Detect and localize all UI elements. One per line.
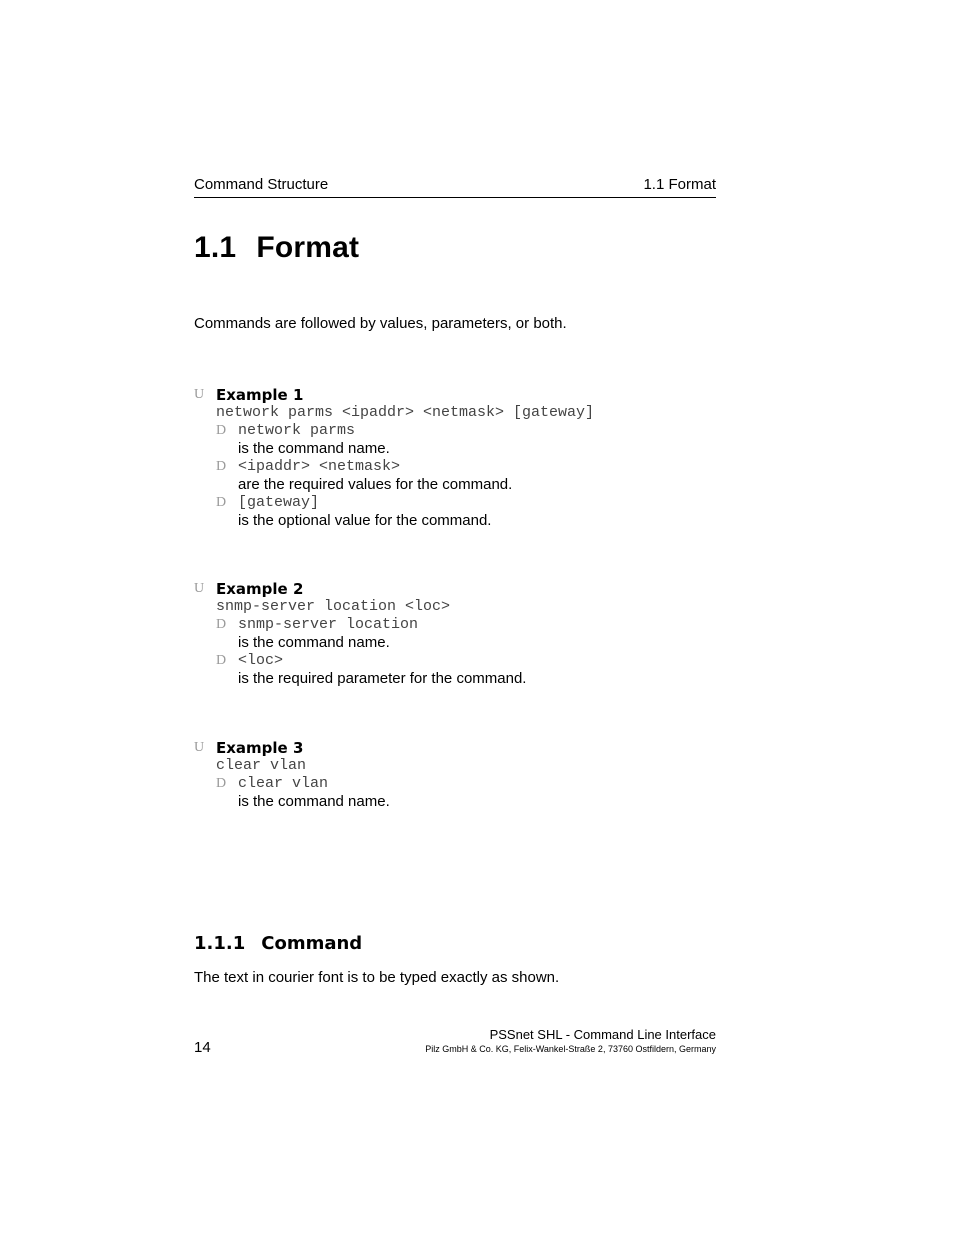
- header-section-title: 1.1 Format: [643, 176, 716, 193]
- item-bullet: D: [216, 459, 227, 474]
- item-description: are the required values for the command.: [238, 476, 513, 493]
- item-bullet: D: [216, 495, 227, 510]
- item-bullet: D: [216, 617, 227, 632]
- example-item: [216, 494, 716, 530]
- subsection-heading: [194, 932, 362, 956]
- item-description: is the command name.: [238, 440, 390, 457]
- item-code: snmp-server location: [238, 616, 419, 633]
- footer-document-title: PSSnet SHL - Command Line Interface: [489, 1027, 716, 1042]
- example-command-syntax: network parms <ipaddr> <netmask> [gateway]: [216, 404, 595, 421]
- example-bullet: U: [194, 387, 205, 402]
- section-heading: [194, 228, 359, 268]
- page-number: 14: [194, 1039, 211, 1056]
- item-code: clear vlan: [238, 775, 329, 792]
- item-description: is the command name.: [238, 634, 390, 651]
- header-chapter-title: Command Structure: [194, 176, 329, 193]
- running-header: [194, 175, 716, 198]
- example-title: Example 3: [216, 739, 304, 757]
- item-code: <ipaddr> <netmask>: [238, 458, 401, 475]
- example-item: [216, 616, 716, 652]
- item-code: network parms: [238, 422, 356, 439]
- subsection-number: 1.1.1: [194, 933, 246, 954]
- section-number: 1.1: [194, 231, 237, 264]
- item-bullet: D: [216, 776, 227, 791]
- item-description: is the required parameter for the command.: [238, 670, 527, 687]
- item-bullet: D: [216, 423, 227, 438]
- section-intro: Commands are followed by values, parameters, or both.: [194, 315, 567, 332]
- example-block-1: [194, 386, 716, 530]
- example-title: Example 1: [216, 386, 304, 404]
- subsection-text: The text in courier font is to be typed exactly as shown.: [194, 969, 560, 986]
- footer-company-address: Pilz GmbH & Co. KG, Felix-Wankel-Straße 2, 73760 Ostfildern, Germany: [425, 1044, 716, 1054]
- item-description: is the optional value for the command.: [238, 512, 492, 529]
- example-command-syntax: clear vlan: [216, 757, 307, 774]
- example-item: [216, 458, 716, 494]
- example-item: [216, 422, 716, 458]
- example-bullet: U: [194, 740, 205, 755]
- item-bullet: D: [216, 653, 227, 668]
- example-block-3: [194, 739, 716, 811]
- example-bullet: U: [194, 581, 205, 596]
- section-title: Format: [256, 231, 360, 264]
- subsection-title: Command: [261, 933, 363, 954]
- example-title: Example 2: [216, 580, 304, 598]
- example-item: [216, 775, 716, 811]
- example-block-2: [194, 580, 716, 688]
- document-page: [194, 0, 716, 1235]
- item-code: <loc>: [238, 652, 284, 669]
- example-command-syntax: snmp-server location <loc>: [216, 598, 451, 615]
- item-description: is the command name.: [238, 793, 390, 810]
- example-item: [216, 652, 716, 688]
- item-code: [gateway]: [238, 494, 320, 511]
